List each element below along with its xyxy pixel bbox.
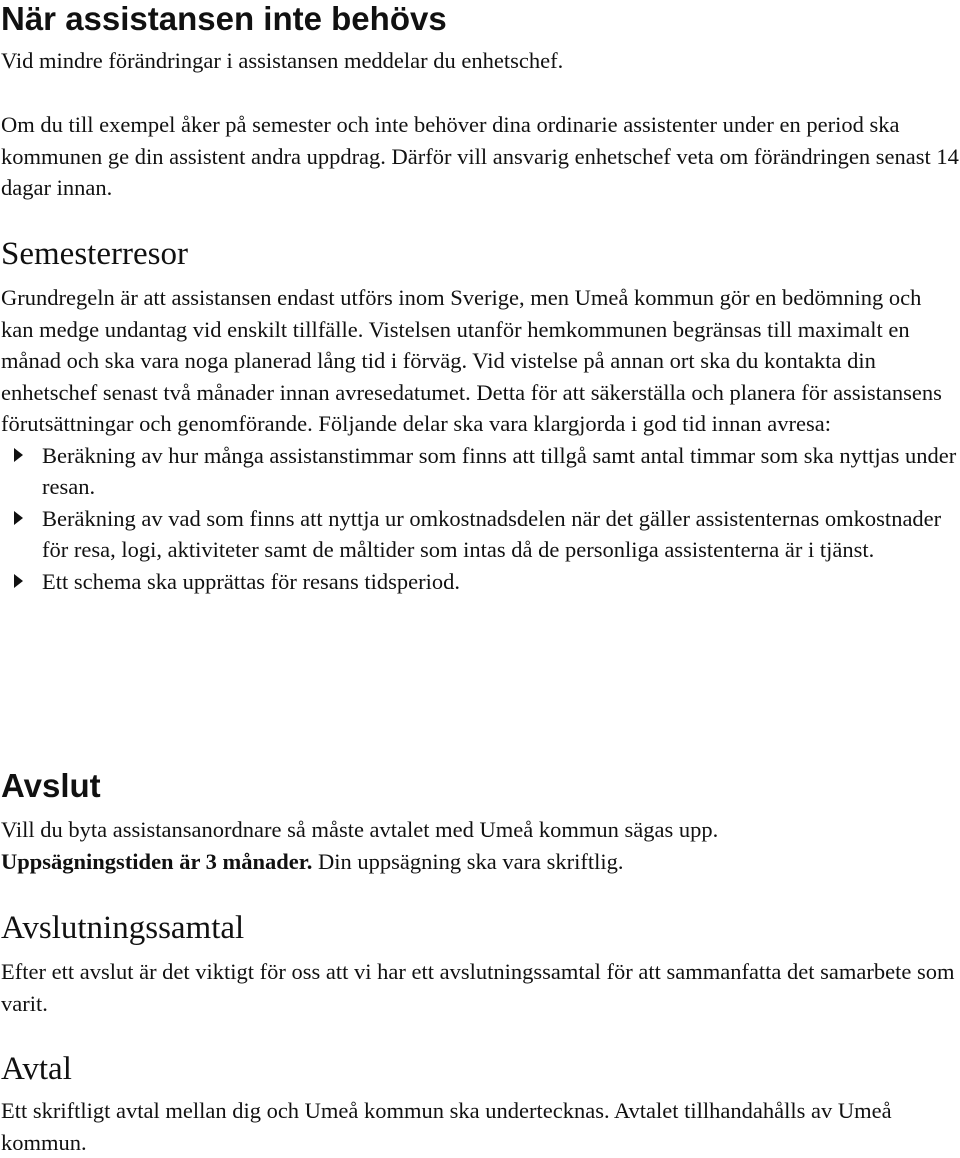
paragraph-grundregeln: Grundregeln är att assistansen endast utförs inom Sverige, men Umeå kommun gör en bedömning och kan medge undantag vid enskilt tillfälle. Vistelsen utanför hemkommunen begränsas till maximalt en månad och ska vara noga planerad lång tid i förväg. Vid vistelse på annan ort ska du kontakta din enhetschef senast två månader innan avresedatumet. Detta för att säkerställa och planera för assistansens förutsättningar och genomförande. Följande delar ska vara klargjorda i god tid innan avresa:	[1, 285, 942, 436]
heading-avslut: Avslut	[1, 767, 101, 804]
notice-period-rest: Din uppsägning ska vara skriftlig.	[312, 848, 624, 874]
paragraph-semester-exempel: Om du till exempel åker på semester och inte behöver dina ordinarie assistenter under en period ska kommunen ge din assistent andra uppdrag. Därför vill ansvarig enhetschef veta om förändringen senast 14 dagar innan.	[1, 112, 959, 200]
heading-avtal: Avtal	[1, 1051, 72, 1087]
bullet-triangle-icon	[14, 448, 23, 462]
paragraph-avtal: Ett skriftligt avtal mellan dig och Umeå kommun ska undertecknas. Avtalet tillhandahålls av Umeå kommun.	[1, 1098, 892, 1155]
heading-avslutningssamtal: Avslutningssamtal	[1, 910, 245, 946]
paragraph-mindre-forandringar: Vid mindre förändringar i assistansen meddelar du enhetschef.	[1, 48, 564, 73]
paragraph-avslutningssamtal: Efter ett avslut är det viktigt för oss att vi har ett avslutningssamtal för att sammanfatta det samarbete som varit.	[1, 959, 955, 1016]
list-item-text: Ett schema ska upprättas för resans tidsperiod.	[42, 568, 461, 594]
travel-preparation-list	[1, 440, 959, 598]
list-item	[1, 503, 959, 566]
paragraph-uppsagningstid	[1, 846, 959, 878]
paragraph-byta-assistansanordnare: Vill du byta assistansanordnare så måste avtalet med Umeå kommun sägas upp.	[1, 817, 719, 842]
notice-period-bold: Uppsägningstiden är 3 månader.	[1, 848, 313, 874]
section-semesterresor-body	[1, 282, 959, 597]
bullet-triangle-icon	[14, 574, 23, 588]
list-item	[1, 440, 959, 503]
heading-semesterresor: Semesterresor	[1, 236, 188, 272]
list-item-text: Beräkning av hur många assistanstimmar som finns att tillgå samt antal timmar som ska nyttjas under resan.	[42, 442, 957, 499]
heading-nar-assistansen-inte-behovs: När assistansen inte behövs	[1, 0, 447, 37]
section-avslut-body	[1, 814, 959, 877]
bullet-triangle-icon	[14, 511, 23, 525]
list-item	[1, 566, 959, 598]
list-item-text: Beräkning av vad som finns att nyttja ur omkostnadsdelen när det gäller assistenternas omkostnader för resa, logi, aktiviteter samt de måltider som intas då de personliga assistenterna är i tjänst.	[42, 505, 942, 562]
